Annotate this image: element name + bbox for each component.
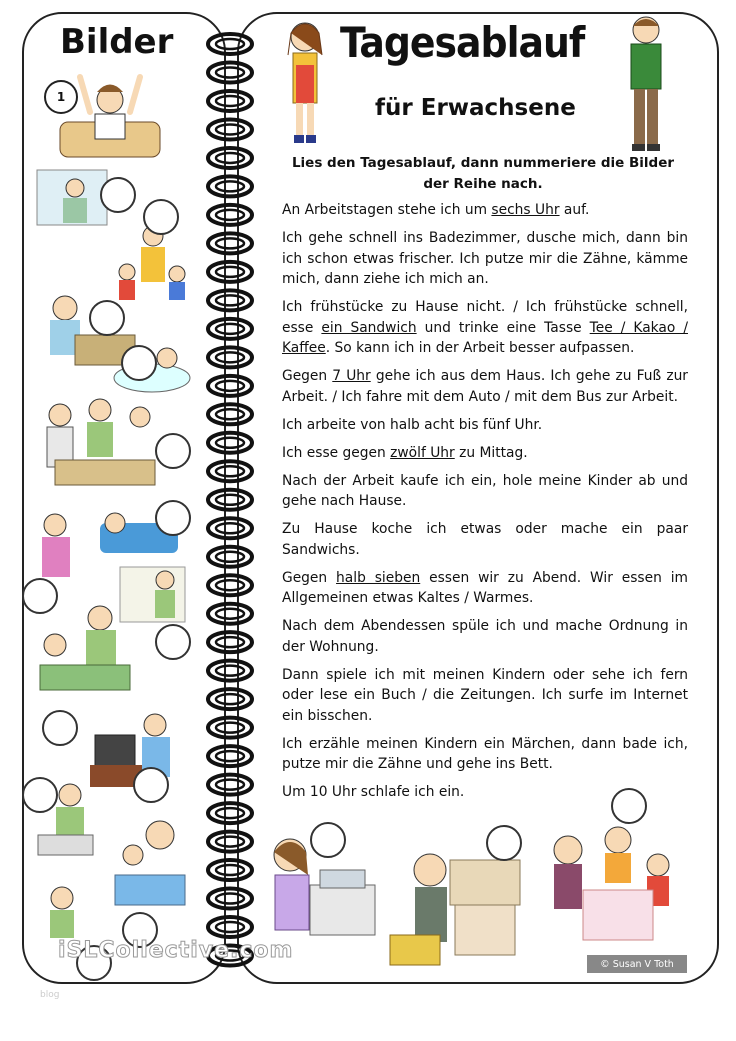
spiral-binding <box>195 30 265 970</box>
paragraph: Ich esse gegen zwölf Uhr zu Mittag. <box>282 444 528 461</box>
paragraph: Gegen 7 Uhr gehe ich aus dem Haus. Ich gehe zu Fuß zur Arbeit. / Ich fahre mit dem Auto / mit dem Bus zur Arbeit. <box>282 368 688 405</box>
spiral-ring <box>208 290 252 310</box>
paragraph: Ich gehe schnell ins Badezimmer, dusche mich, dann bin ich schon etwas frischer. Ich putze mir die Zähne, kämme mich, dann ziehe ich mich an. <box>282 230 688 287</box>
spiral-ring <box>208 917 252 937</box>
bathroom-illustration <box>35 168 110 228</box>
spiral-ring <box>208 376 252 396</box>
paragraph: Nach der Arbeit kaufe ich ein, hole meine Kinder ab und gehe nach Hause. <box>282 472 688 509</box>
answer-circle[interactable] <box>42 710 78 746</box>
dinner-illustration <box>548 820 678 945</box>
spiral-ring <box>208 461 252 481</box>
spiral-ring <box>208 233 252 253</box>
spiral-ring <box>208 119 252 139</box>
woman-figure-illustration <box>280 15 330 150</box>
paragraph: Gegen halb sieben essen wir zu Abend. Wir essen im Allgemeinen etwas Kaltes / Warmes. <box>282 569 688 606</box>
paragraph: Um 10 Uhr schlafe ich ein. <box>282 784 465 800</box>
spiral-ring <box>208 205 252 225</box>
spiral-ring <box>208 547 252 567</box>
subtitle: für Erwachsene <box>375 95 576 121</box>
answer-circle[interactable] <box>155 624 191 660</box>
spiral-ring <box>208 575 252 595</box>
spiral-ring <box>208 433 252 453</box>
spiral-ring <box>208 718 252 738</box>
spiral-ring <box>208 490 252 510</box>
spiral-ring <box>208 319 252 339</box>
paragraph: Ich frühstücke zu Hause nicht. / Ich frühstücke schnell, esse ein Sandwich und trinke eine Tasse Tee / Kakao / Kaffee. So kann ich in der Arbeit besser aufpassen. <box>282 299 688 356</box>
spiral-ring <box>208 262 252 282</box>
spiral-ring <box>208 604 252 624</box>
spiral-ring <box>208 34 252 54</box>
answer-circle[interactable] <box>22 777 58 813</box>
supermarket-illustration <box>385 845 525 970</box>
blog-watermark: blog <box>40 990 60 1000</box>
paragraph: Zu Hause koche ich etwas oder mache ein paar Sandwichs. <box>282 521 688 558</box>
spiral-ring <box>208 91 252 111</box>
story-text <box>282 200 688 810</box>
toothbrush-illustration <box>30 880 90 940</box>
spiral-ring <box>208 176 252 196</box>
spiral-ring <box>208 860 252 880</box>
spiral-ring <box>208 746 252 766</box>
answer-circle[interactable] <box>486 825 522 861</box>
spiral-ring <box>208 775 252 795</box>
paragraph: Ich erzähle meinen Kindern ein Märchen, dann bade ich, putze mir die Zähne und gehe ins Bett. <box>282 735 688 772</box>
office-illustration <box>35 395 160 490</box>
spiral-ring <box>208 518 252 538</box>
spiral-ring <box>208 661 252 681</box>
answer-circle[interactable] <box>611 788 647 824</box>
answer-circle[interactable] <box>133 767 169 803</box>
answer-circle[interactable] <box>155 433 191 469</box>
spiral-ring <box>208 832 252 852</box>
answer-circle[interactable] <box>89 300 125 336</box>
spiral-ring <box>208 632 252 652</box>
answer-circle[interactable] <box>121 345 157 381</box>
answer-circle[interactable] <box>155 500 191 536</box>
instructions: Lies den Tagesablauf, dann nummeriere die Bilder der Reihe nach. <box>291 155 675 192</box>
answer-circle[interactable] <box>22 578 58 614</box>
phone-illustration <box>30 510 90 585</box>
reading-illustration <box>105 815 190 910</box>
spiral-ring <box>208 404 252 424</box>
paragraph: Ich arbeite von halb acht bis fünf Uhr. <box>282 416 543 433</box>
waking-up-illustration <box>55 62 165 162</box>
paragraph: Dann spiele ich mit meinen Kindern oder sehe ich fern oder lese ein Buch / die Zeitungen. Ich surfe im Internet ein bisschen. <box>282 666 688 724</box>
answer-circle[interactable] <box>100 177 136 213</box>
main-title: Tagesablauf <box>340 18 585 67</box>
watermark: iSLCollective.com <box>58 938 294 963</box>
spiral-ring <box>208 803 252 823</box>
spiral-ring <box>208 889 252 909</box>
left-title: Bilder <box>60 22 174 62</box>
copyright-label: © Susan V Toth <box>587 955 687 973</box>
answer-circle[interactable] <box>143 199 179 235</box>
paragraph: Nach dem Abendessen spüle ich und mache Ordnung in der Wohnung. <box>282 618 688 655</box>
answer-circle[interactable] <box>310 822 346 858</box>
boardgame-illustration <box>30 600 140 695</box>
spiral-ring <box>208 347 252 367</box>
spiral-ring <box>208 148 252 168</box>
man-figure-illustration <box>624 12 669 154</box>
spiral-ring <box>208 62 252 82</box>
paragraph: An Arbeitstagen stehe ich um sechs Uhr auf. <box>282 202 590 218</box>
number-badge: 1 <box>44 80 78 114</box>
spiral-ring <box>208 689 252 709</box>
